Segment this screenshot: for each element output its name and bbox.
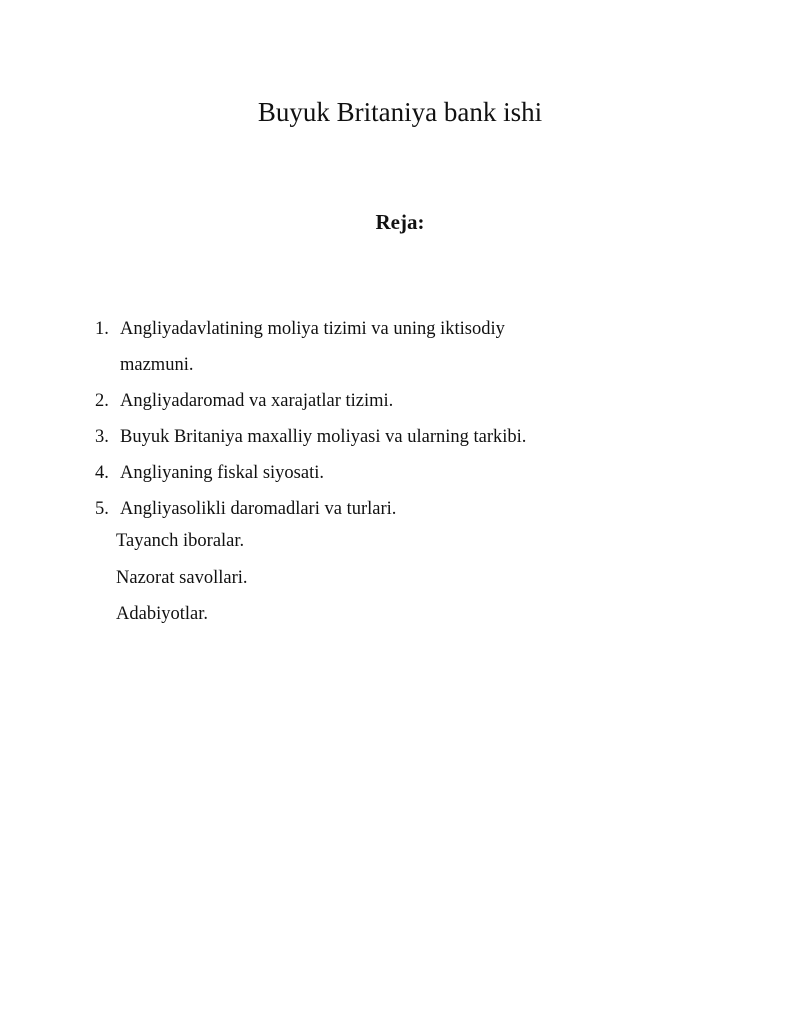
- plan-item-1: [93, 311, 653, 383]
- plan-item-text: Angliyadavlatining moliya tizimi va uning iktisodiy: [120, 319, 505, 339]
- plan-item-number: 4.: [95, 463, 109, 483]
- plan-heading: Reja:: [375, 210, 425, 234]
- plan-item-text: Angliyadaromad va xarajatlar tizimi.: [120, 391, 394, 411]
- plan-item-3: [93, 419, 653, 455]
- plan-item-text-continued: mazmuni.: [120, 355, 194, 375]
- plan-list: [93, 311, 653, 527]
- section-references: Adabiyotlar.: [116, 604, 208, 624]
- section-key-terms: Tayanch iboralar.: [116, 531, 245, 551]
- plan-item-2: [93, 383, 653, 419]
- plan-item-number: 3.: [95, 427, 109, 447]
- section-review-questions: Nazorat savollari.: [116, 567, 248, 588]
- plan-item-number: 2.: [95, 391, 109, 411]
- plan-item-text: Angliyaning fiskal siyosati.: [120, 463, 324, 483]
- plan-item-text: Buyuk Britaniya maxalliy moliyasi va ularning tarkibi.: [120, 427, 527, 447]
- plan-item-text: Angliyasolikli daromadlari va turlari.: [120, 499, 397, 519]
- plan-item-number: 5.: [95, 499, 109, 519]
- document-title: Buyuk Britaniya bank ishi: [257, 97, 543, 127]
- plan-item-4: [93, 455, 653, 491]
- plan-item-number: 1.: [95, 319, 109, 339]
- plan-item-5: [93, 491, 653, 527]
- supplementary-sections: [116, 523, 248, 633]
